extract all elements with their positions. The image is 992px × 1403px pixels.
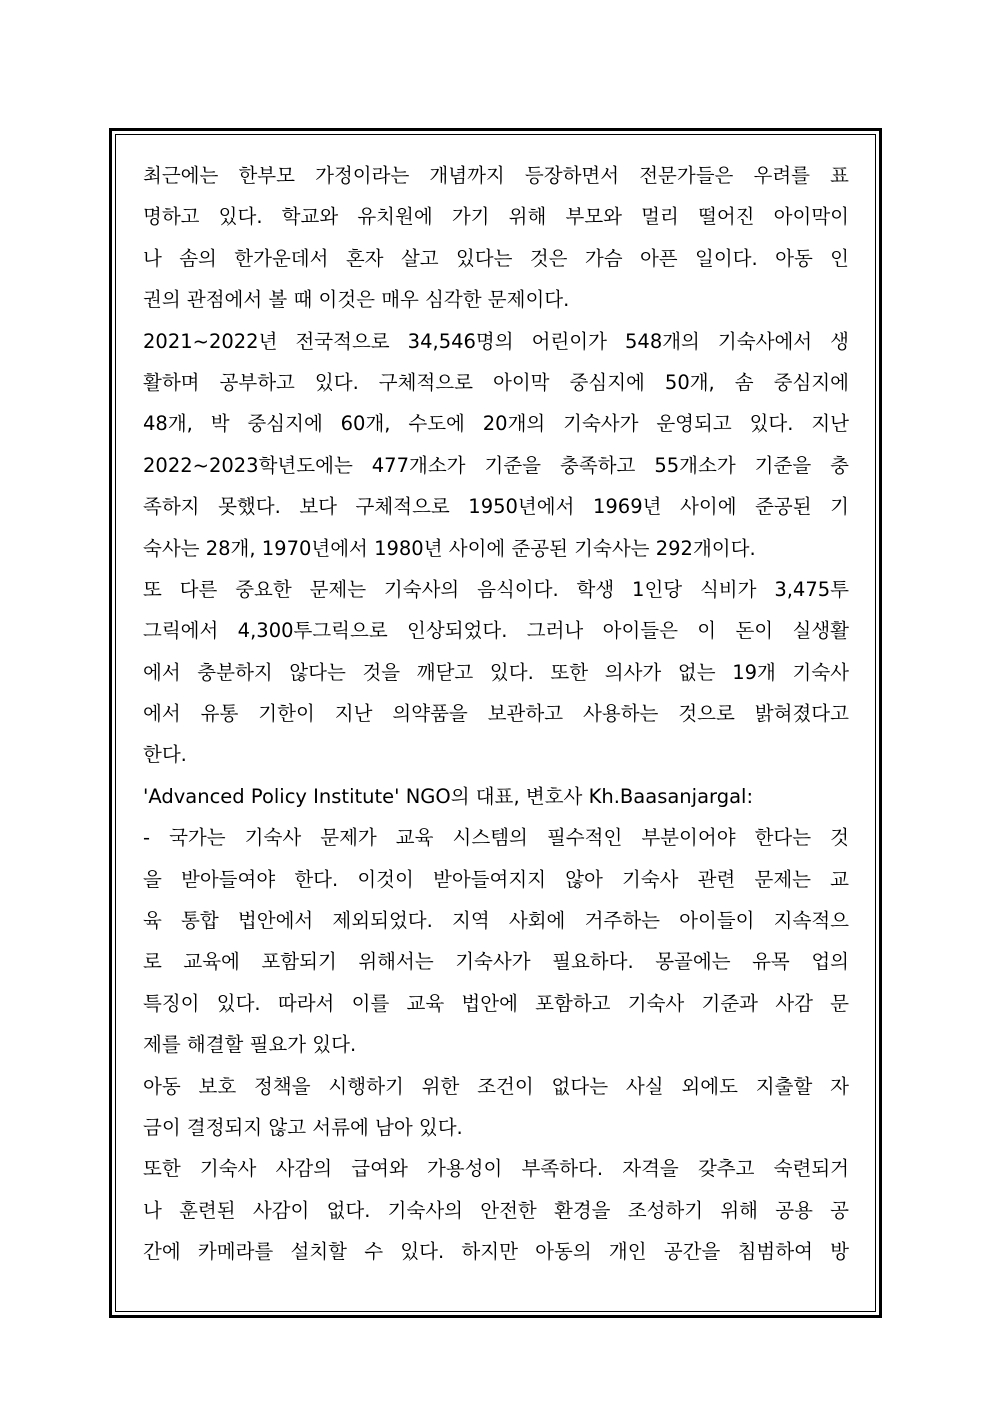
text-line: 활하며 공부하고 있다. 구체적으로 아이막 중심지에 50개, 솜 중심지에 bbox=[143, 370, 849, 394]
text-line: 특징이 있다. 따라서 이를 교육 법안에 포함하고 기숙사 기준과 사감 문 bbox=[143, 991, 849, 1015]
text-line: 족하지 못했다. 보다 구체적으로 1950년에서 1969년 사이에 준공된 기 bbox=[143, 495, 849, 519]
text-line: 육 통합 법안에서 제외되었다. 지역 사회에 거주하는 아이들이 지속적으 bbox=[143, 909, 849, 933]
text-line: 명하고 있다. 학교와 유치원에 가기 위해 부모와 멀리 떨어진 아이막이 bbox=[143, 205, 849, 229]
text-line: 아동 보호 정책을 시행하기 위한 조건이 없다는 사실 외에도 지출할 자 bbox=[143, 1074, 849, 1098]
text-line: 을 받아들여야 한다. 이것이 받아들여지지 않아 기숙사 관련 문제는 교 bbox=[143, 867, 849, 891]
text-line: 또 다른 중요한 문제는 기숙사의 음식이다. 학생 1인당 식비가 3,475투 bbox=[143, 577, 849, 601]
text-line: 2022~2023학년도에는 477개소가 기준을 충족하고 55개소가 기준을 충 bbox=[143, 453, 849, 477]
text-line: 2021~2022년 전국적으로 34,546명의 어린이가 548개의 기숙사에서 생 bbox=[143, 329, 849, 353]
text-line: 최근에는 한부모 가정이라는 개념까지 등장하면서 전문가들은 우려를 표 bbox=[143, 164, 849, 187]
text-line: 금이 결정되지 않고 서류에 남아 있다. bbox=[143, 1115, 463, 1139]
text-line: 에서 충분하지 않다는 것을 깨닫고 있다. 또한 의사가 없는 19개 기숙사 bbox=[143, 660, 849, 684]
text-line: 또한 기숙사 사감의 급여와 가용성이 부족하다. 자격을 갖추고 숙련되거 bbox=[143, 1157, 849, 1181]
text-line: 그릭에서 4,300투그릭으로 인상되었다. 그러나 아이들은 이 돈이 실생활 bbox=[143, 619, 849, 643]
text-line: 간에 카메라를 설치할 수 있다. 하지만 아동의 개인 공간을 침범하여 방 bbox=[143, 1240, 849, 1264]
text-line: 에서 유통 기한이 지난 의약품을 보관하고 사용하는 것으로 밝혀졌다고 bbox=[143, 702, 849, 726]
text-line: 로 교육에 포함되기 위해서는 기숙사가 필요하다. 몽골에는 유목 업의 bbox=[143, 950, 849, 974]
text-line: 나 훈련된 사감이 없다. 기숙사의 안전한 환경을 조성하기 위해 공용 공 bbox=[143, 1198, 849, 1222]
text-line: 한다. bbox=[143, 743, 187, 767]
text-line: - 국가는 기숙사 문제가 교육 시스템의 필수적인 부분이어야 한다는 것 bbox=[143, 826, 849, 850]
document-body bbox=[143, 155, 849, 1273]
text-line: 나 솜의 한가운데서 혼자 살고 있다는 것은 가슴 아픈 일이다. 아동 인 bbox=[143, 246, 849, 270]
text-line: 권의 관점에서 볼 때 이것은 매우 심각한 문제이다. bbox=[143, 288, 570, 312]
text-line: 숙사는 28개, 1970년에서 1980년 사이에 준공된 기숙사는 292개이다. bbox=[143, 536, 756, 560]
text-line: 'Advanced Policy Institute' NGO의 대표, 변호사 Kh.Baasanjargal: bbox=[143, 784, 754, 808]
text-line: 48개, 박 중심지에 60개, 수도에 20개의 기숙사가 운영되고 있다. 지난 bbox=[143, 412, 849, 436]
text-line: 제를 해결할 필요가 있다. bbox=[143, 1033, 357, 1057]
